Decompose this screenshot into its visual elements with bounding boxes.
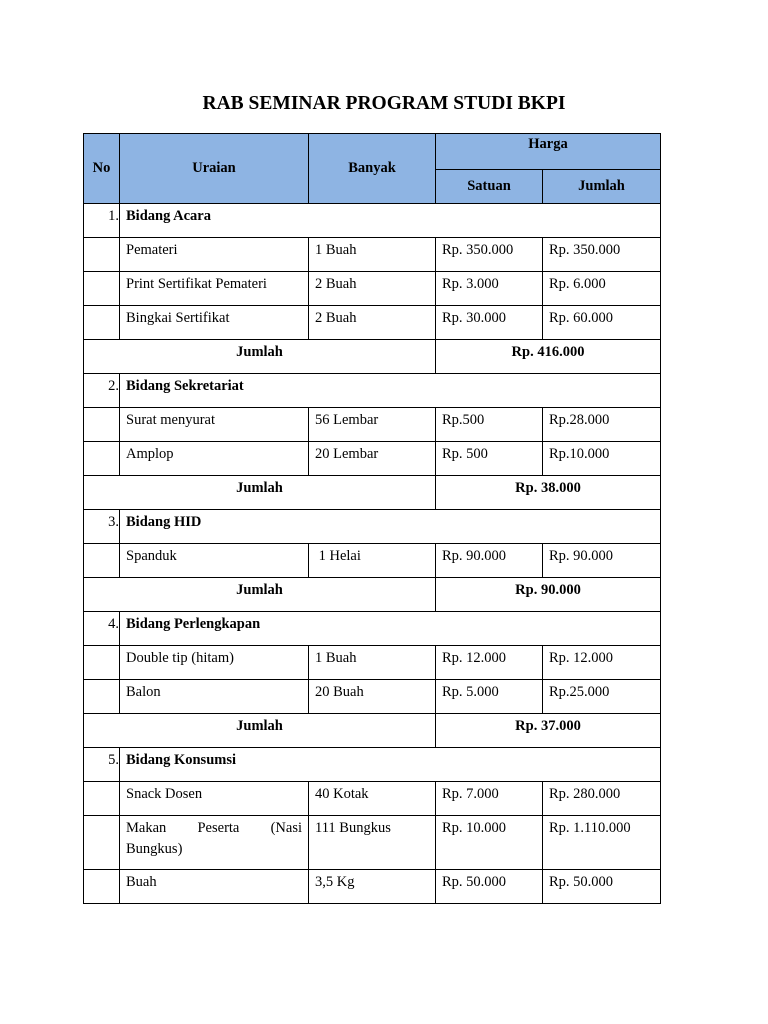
satuan-cell: Rp. 90.000 [436, 544, 543, 578]
total-value: Rp. 37.000 [436, 714, 661, 748]
no-cell [84, 238, 120, 272]
no-cell [84, 442, 120, 476]
jumlah-cell: Rp.25.000 [543, 680, 661, 714]
no-cell [84, 680, 120, 714]
section-row [84, 612, 661, 646]
satuan-cell: Rp. 10.000 [436, 816, 543, 870]
satuan-cell: Rp. 350.000 [436, 238, 543, 272]
page-title: RAB SEMINAR PROGRAM STUDI BKPI [202, 93, 566, 114]
total-value: Rp. 90.000 [436, 578, 661, 612]
uraian-cell: Makan Peserta (Nasi Bungkus) [120, 816, 309, 870]
uraian-cell: Snack Dosen [120, 782, 309, 816]
satuan-cell: Rp. 30.000 [436, 306, 543, 340]
header-uraian: Uraian [120, 134, 309, 204]
satuan-cell: Rp. 7.000 [436, 782, 543, 816]
total-row [84, 714, 661, 748]
budget-table [83, 133, 661, 904]
section-row [84, 204, 661, 238]
jumlah-cell: Rp. 50.000 [543, 870, 661, 904]
banyak-cell: 20 Lembar [309, 442, 436, 476]
header-jumlah: Jumlah [543, 170, 661, 204]
table-row [84, 408, 661, 442]
banyak-cell: 1 Buah [309, 238, 436, 272]
no-cell [84, 870, 120, 904]
section-row [84, 510, 661, 544]
table-row [84, 680, 661, 714]
uraian-cell: Amplop [120, 442, 309, 476]
section-row [84, 374, 661, 408]
total-row [84, 340, 661, 374]
total-row [84, 476, 661, 510]
satuan-cell: Rp. 12.000 [436, 646, 543, 680]
table-row [84, 870, 661, 904]
no-cell [84, 646, 120, 680]
satuan-cell: Rp. 5.000 [436, 680, 543, 714]
total-row [84, 578, 661, 612]
section-number: 3. [84, 510, 120, 544]
jumlah-cell: Rp. 12.000 [543, 646, 661, 680]
total-label: Jumlah [84, 578, 436, 612]
section-name: Bidang Konsumsi [120, 748, 661, 782]
banyak-cell: 2 Buah [309, 272, 436, 306]
satuan-cell: Rp.500 [436, 408, 543, 442]
table-row [84, 646, 661, 680]
section-name: Bidang HID [120, 510, 661, 544]
banyak-cell: 3,5 Kg [309, 870, 436, 904]
uraian-cell: Balon [120, 680, 309, 714]
uraian-cell: Bingkai Sertifikat [120, 306, 309, 340]
table-row [84, 272, 661, 306]
jumlah-cell: Rp. 1.110.000 [543, 816, 661, 870]
header-harga: Harga [436, 134, 661, 170]
table-row [84, 544, 661, 578]
no-cell [84, 306, 120, 340]
section-row [84, 748, 661, 782]
table-row [84, 816, 661, 870]
section-number: 2. [84, 374, 120, 408]
section-number: 4. [84, 612, 120, 646]
satuan-cell: Rp. 3.000 [436, 272, 543, 306]
jumlah-cell: Rp. 280.000 [543, 782, 661, 816]
uraian-cell: Print Sertifikat Pemateri [120, 272, 309, 306]
banyak-cell: 40 Kotak [309, 782, 436, 816]
table-row [84, 442, 661, 476]
total-label: Jumlah [84, 714, 436, 748]
no-cell [84, 544, 120, 578]
no-cell [84, 782, 120, 816]
no-cell [84, 408, 120, 442]
banyak-cell: 2 Buah [309, 306, 436, 340]
section-number: 5. [84, 748, 120, 782]
table-row [84, 306, 661, 340]
uraian-cell: Buah [120, 870, 309, 904]
jumlah-cell: Rp. 350.000 [543, 238, 661, 272]
no-cell [84, 816, 120, 870]
section-number: 1. [84, 204, 120, 238]
satuan-cell: Rp. 50.000 [436, 870, 543, 904]
uraian-cell: Pemateri [120, 238, 309, 272]
banyak-cell: 20 Buah [309, 680, 436, 714]
total-value: Rp. 416.000 [436, 340, 661, 374]
no-cell [84, 272, 120, 306]
header-satuan: Satuan [436, 170, 543, 204]
satuan-cell: Rp. 500 [436, 442, 543, 476]
uraian-cell: Double tip (hitam) [120, 646, 309, 680]
section-name: Bidang Sekretariat [120, 374, 661, 408]
jumlah-cell: Rp. 90.000 [543, 544, 661, 578]
jumlah-cell: Rp. 60.000 [543, 306, 661, 340]
jumlah-cell: Rp.10.000 [543, 442, 661, 476]
uraian-cell: Spanduk [120, 544, 309, 578]
header-banyak: Banyak [309, 134, 436, 204]
header-no: No [84, 134, 120, 204]
banyak-cell: 111 Bungkus [309, 816, 436, 870]
uraian-cell: Surat menyurat [120, 408, 309, 442]
jumlah-cell: Rp. 6.000 [543, 272, 661, 306]
section-name: Bidang Acara [120, 204, 661, 238]
total-label: Jumlah [84, 340, 436, 374]
table-row [84, 782, 661, 816]
total-value: Rp. 38.000 [436, 476, 661, 510]
total-label: Jumlah [84, 476, 436, 510]
table-row [84, 238, 661, 272]
jumlah-cell: Rp.28.000 [543, 408, 661, 442]
section-name: Bidang Perlengkapan [120, 612, 661, 646]
banyak-cell: 56 Lembar [309, 408, 436, 442]
banyak-cell: 1 Buah [309, 646, 436, 680]
banyak-cell: 1 Helai [309, 544, 436, 578]
